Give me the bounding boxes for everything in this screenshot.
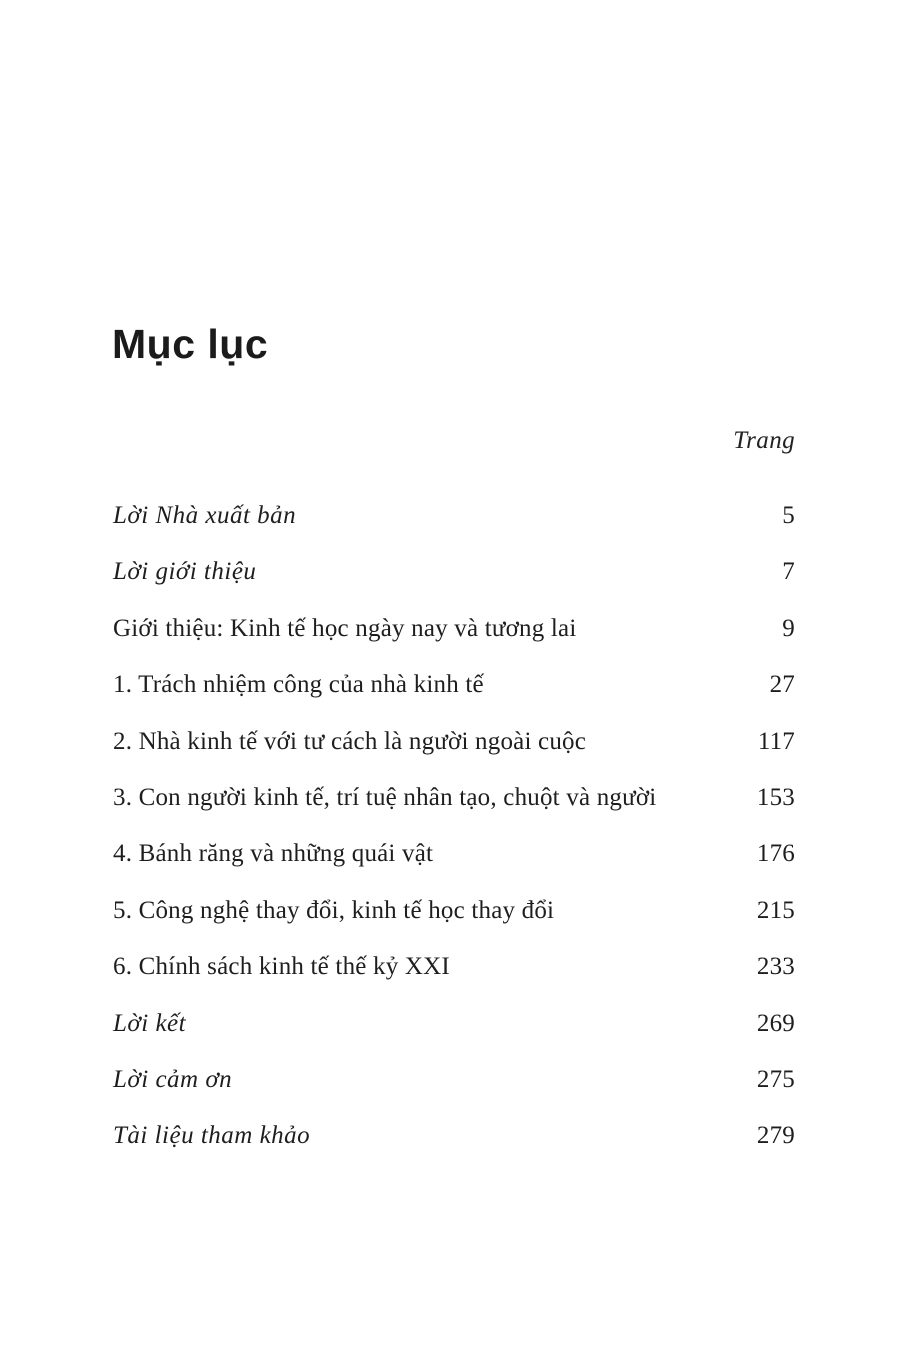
toc-entry-page-number: 153 — [756, 783, 795, 811]
toc-entry — [113, 557, 795, 613]
toc-entry — [113, 896, 795, 952]
toc-entry-page-number: 215 — [756, 896, 795, 924]
toc-entry-page-number: 7 — [782, 558, 795, 586]
toc-entry-page-number: 279 — [756, 1122, 795, 1150]
toc-entry-label: 5. Công nghệ thay đổi, kinh tế học thay đổi — [113, 896, 555, 924]
toc-entry — [113, 1121, 795, 1177]
toc-entry — [113, 670, 795, 726]
toc-entry — [113, 839, 795, 895]
toc-entry-label: 3. Con người kinh tế, trí tuệ nhân tạo, chuột và người — [113, 783, 657, 811]
toc-entry — [113, 952, 795, 1008]
toc-entry-page-number: 5 — [782, 502, 795, 529]
toc-entry — [113, 614, 795, 670]
toc-entry-page-number: 275 — [756, 1065, 795, 1093]
toc-entry-page-number: 9 — [782, 614, 795, 642]
toc-entry-label: 4. Bánh răng và những quái vật — [113, 840, 434, 868]
page-title: Mục lục — [112, 321, 269, 368]
toc-entry — [113, 501, 795, 557]
toc-entry-page-number: 176 — [756, 840, 795, 868]
toc-entry-page-number: 27 — [769, 671, 795, 699]
toc-entry-label: Lời Nhà xuất bản — [113, 502, 297, 529]
toc-entry-label: Lời cảm ơn — [113, 1065, 233, 1093]
toc-entry — [113, 1065, 795, 1121]
toc-entry-label: 1. Trách nhiệm công của nhà kinh tế — [113, 671, 484, 699]
toc-entry-label: 6. Chính sách kinh tế thế kỷ XXI — [113, 953, 450, 981]
toc-entry — [113, 783, 795, 839]
toc-entry-page-number: 269 — [756, 1009, 795, 1037]
toc-entry-label: Lời kết — [113, 1009, 187, 1037]
toc-entry — [113, 1009, 795, 1065]
toc-entry-label: Tài liệu tham khảo — [113, 1122, 311, 1150]
page-number-column-header: Trang — [733, 427, 795, 454]
toc-entry-label: 2. Nhà kinh tế với tư cách là người ngoài cuộc — [113, 727, 587, 755]
toc-entry-label: Giới thiệu: Kinh tế học ngày nay và tương lai — [113, 614, 577, 642]
toc-entry — [113, 727, 795, 783]
toc-entry-page-number: 233 — [756, 953, 795, 981]
toc-entry-page-number: 117 — [757, 727, 795, 755]
toc-list — [113, 501, 795, 1178]
toc-entry-label: Lời giới thiệu — [113, 558, 257, 586]
